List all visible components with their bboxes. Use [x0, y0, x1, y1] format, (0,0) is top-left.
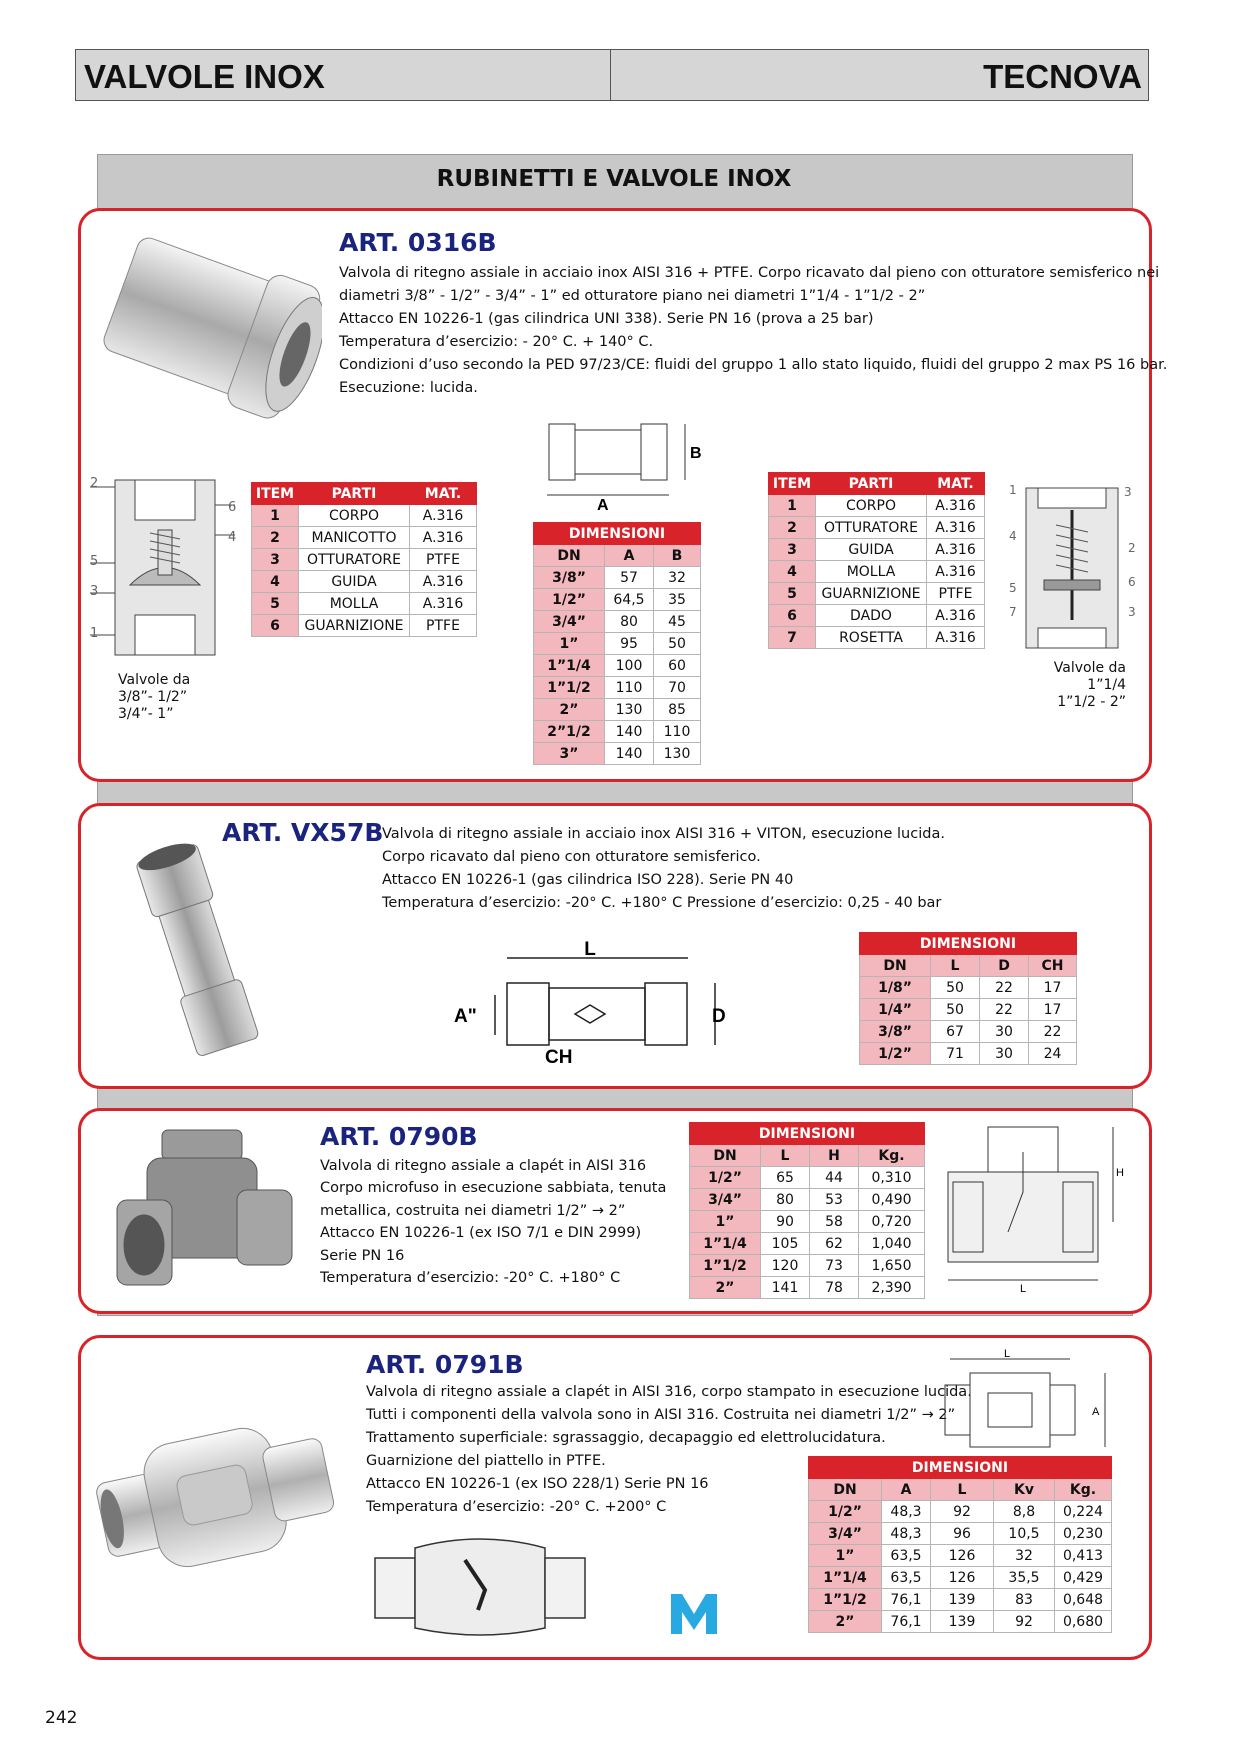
table-cell: OTTURATORE — [816, 517, 927, 539]
svg-text:1: 1 — [1009, 483, 1017, 497]
table-cell: 0,720 — [859, 1211, 925, 1233]
caption-line: 3/4”- 1” — [118, 706, 174, 722]
table-cell: 3/4” — [534, 611, 605, 633]
desc-line: Guarnizione del piattello in PTFE. — [366, 1453, 606, 1469]
col-header: Kg. — [859, 1145, 925, 1167]
table-cell: 3 — [252, 549, 299, 571]
table-cell: 85 — [654, 699, 701, 721]
col-header: DN — [809, 1479, 882, 1501]
table-cell: A.316 — [927, 605, 985, 627]
section-drawing-0790b — [938, 1122, 1128, 1297]
table-cell: 3 — [769, 539, 816, 561]
table-cell: 1” — [534, 633, 605, 655]
table-cell: 5 — [769, 583, 816, 605]
cross-section-drawing-small — [90, 475, 240, 660]
desc-line: Tutti i componenti della valvola sono in AISI 316. Costruita nei diametri 1/2” → 2” — [366, 1407, 956, 1423]
desc-line: Attacco EN 10226-1 (ex ISO 7/1 e DIN 2999) — [320, 1225, 642, 1242]
table-cell: A.316 — [927, 495, 985, 517]
article-0791b-title: ART. 0791B — [366, 1350, 524, 1379]
table-cell: 6 — [769, 605, 816, 627]
table-cell: 32 — [994, 1545, 1055, 1567]
table-cell: 1/2” — [690, 1167, 761, 1189]
caption-line: 1”1/2 - 2” — [1057, 694, 1126, 710]
table-row — [809, 1611, 1112, 1633]
table-cell: 1/8” — [860, 977, 931, 999]
table-row — [690, 1189, 925, 1211]
table-cell: GUARNIZIONE — [299, 615, 410, 637]
table-row — [534, 677, 701, 699]
table-cell: A.316 — [927, 627, 985, 649]
table-cell: 100 — [605, 655, 654, 677]
table-row — [690, 1255, 925, 1277]
table-row — [690, 1167, 925, 1189]
table-cell: A.316 — [410, 505, 477, 527]
table-title: DIMENSIONI — [860, 933, 1077, 955]
table-cell: GUIDA — [299, 571, 410, 593]
table-cell: 140 — [605, 721, 654, 743]
svg-text:6: 6 — [228, 500, 237, 515]
col-header: PARTI — [299, 483, 410, 505]
table-cell: 2” — [534, 699, 605, 721]
desc-line: Esecuzione: lucida. — [339, 380, 478, 396]
table-cell: 3/8” — [534, 567, 605, 589]
cross-section-drawing-large — [1004, 480, 1139, 655]
dimension-drawing-vx57b — [450, 935, 740, 1065]
desc-line: diametri 3/8” - 1/2” - 3/4” - 1” ed otturatore piano nei diametri 1”1/4 - 1”1/2 - 2” — [339, 288, 926, 304]
table-row — [690, 1211, 925, 1233]
header-category: VALVOLE INOX — [84, 58, 325, 95]
table-cell: 22 — [980, 977, 1029, 999]
table-cell: 48,3 — [882, 1523, 931, 1545]
table-cell: CORPO — [299, 505, 410, 527]
table-row — [809, 1567, 1112, 1589]
table-cell: 4 — [252, 571, 299, 593]
table-cell: 76,1 — [882, 1589, 931, 1611]
table-cell: 92 — [994, 1611, 1055, 1633]
table-cell: A.316 — [410, 571, 477, 593]
svg-text:5: 5 — [90, 554, 99, 569]
col-header: L — [761, 1145, 810, 1167]
product-photo-0791b — [90, 1405, 340, 1590]
parts-table-small — [251, 482, 477, 637]
table-cell: 0,310 — [859, 1167, 925, 1189]
article-0790b-description — [320, 1155, 666, 1289]
table-cell: 126 — [931, 1545, 994, 1567]
product-photo-0316b — [92, 218, 322, 448]
col-header: H — [810, 1145, 859, 1167]
table-cell: 17 — [1029, 977, 1077, 999]
table-cell: A.316 — [927, 517, 985, 539]
table-cell: 10,5 — [994, 1523, 1055, 1545]
caption-small-sizes — [118, 672, 190, 723]
table-cell: 1” — [809, 1545, 882, 1567]
dim-label-d: D — [712, 1006, 726, 1027]
table-cell: 63,5 — [882, 1567, 931, 1589]
dimensions-table-0791b — [808, 1456, 1112, 1633]
svg-text:1: 1 — [90, 626, 99, 641]
table-cell: 50 — [654, 633, 701, 655]
table-row — [769, 583, 985, 605]
table-row — [769, 605, 985, 627]
table-row — [534, 633, 701, 655]
svg-text:3: 3 — [1128, 605, 1136, 619]
table-cell: 90 — [761, 1211, 810, 1233]
table-cell: 70 — [654, 677, 701, 699]
table-cell: 3/4” — [809, 1523, 882, 1545]
product-photo-0790b — [112, 1120, 297, 1300]
table-cell: 50 — [931, 999, 980, 1021]
table-cell: 3/4” — [690, 1189, 761, 1211]
dim-label-b: B — [690, 445, 702, 462]
col-header: CH — [1029, 955, 1077, 977]
dim-label-a: A" — [454, 1006, 477, 1027]
table-cell: 78 — [810, 1277, 859, 1299]
table-row — [534, 721, 701, 743]
page-header — [75, 49, 1149, 101]
svg-text:2: 2 — [1128, 541, 1136, 555]
table-cell: 0,413 — [1055, 1545, 1112, 1567]
table-cell: 2 — [769, 517, 816, 539]
table-row — [769, 627, 985, 649]
table-cell: 83 — [994, 1589, 1055, 1611]
col-header: DN — [690, 1145, 761, 1167]
desc-line: Serie PN 16 — [320, 1247, 405, 1264]
table-cell: 1/2” — [860, 1043, 931, 1065]
table-cell: 110 — [605, 677, 654, 699]
table-cell: A.316 — [927, 561, 985, 583]
table-cell: 2” — [809, 1611, 882, 1633]
table-row — [690, 1277, 925, 1299]
caption-line: 3/8”- 1/2” — [118, 689, 188, 705]
table-row — [534, 655, 701, 677]
section-title: RUBINETTI E VALVOLE INOX — [436, 166, 792, 192]
desc-line: Attacco EN 10226-1 (gas cilindrica ISO 228). Serie PN 40 — [382, 872, 794, 888]
table-cell: 22 — [1029, 1021, 1077, 1043]
table-cell: 63,5 — [882, 1545, 931, 1567]
table-row — [534, 567, 701, 589]
table-row — [252, 505, 477, 527]
desc-line: Trattamento superficiale: sgrassaggio, decapaggio ed elettrolucidatura. — [366, 1430, 886, 1446]
dim-label-l: L — [1004, 1348, 1011, 1360]
col-header: L — [931, 1479, 994, 1501]
page-number: 242 — [45, 1708, 78, 1728]
dim-label-ch: CH — [545, 1047, 573, 1065]
table-title: DIMENSIONI — [534, 523, 701, 545]
table-cell: 3” — [534, 743, 605, 765]
col-header: MAT. — [410, 483, 477, 505]
table-row — [809, 1589, 1112, 1611]
table-cell: 48,3 — [882, 1501, 931, 1523]
table-row — [809, 1501, 1112, 1523]
table-row — [252, 549, 477, 571]
table-cell: 17 — [1029, 999, 1077, 1021]
col-header: DN — [860, 955, 931, 977]
table-cell: 1”1/4 — [690, 1233, 761, 1255]
table-cell: 1/4” — [860, 999, 931, 1021]
table-cell: 45 — [654, 611, 701, 633]
table-cell: A.316 — [410, 593, 477, 615]
table-cell: 71 — [931, 1043, 980, 1065]
col-header: DN — [534, 545, 605, 567]
table-cell: 30 — [980, 1021, 1029, 1043]
table-row — [860, 999, 1077, 1021]
col-header: D — [980, 955, 1029, 977]
table-cell: OTTURATORE — [299, 549, 410, 571]
col-header: L — [931, 955, 980, 977]
table-cell: 1 — [769, 495, 816, 517]
dim-label-l: L — [584, 939, 596, 960]
table-cell: 44 — [810, 1167, 859, 1189]
table-cell: 80 — [605, 611, 654, 633]
table-row — [809, 1523, 1112, 1545]
table-row — [252, 593, 477, 615]
table-cell: 1,040 — [859, 1233, 925, 1255]
dimension-drawing-0791b — [940, 1345, 1120, 1455]
table-cell: 2,390 — [859, 1277, 925, 1299]
article-0790b-title: ART. 0790B — [320, 1122, 478, 1151]
desc-line: Condizioni d’uso secondo la PED 97/23/CE: fluidi del gruppo 1 allo stato liquido, fluidi del gruppo 2 max PS 16 bar. — [339, 357, 1168, 373]
table-cell: 95 — [605, 633, 654, 655]
table-cell: 120 — [761, 1255, 810, 1277]
table-cell: PTFE — [410, 549, 477, 571]
desc-line: Valvola di ritegno assiale a clapét in AISI 316 — [320, 1158, 647, 1174]
table-cell: A.316 — [410, 527, 477, 549]
table-cell: 0,490 — [859, 1189, 925, 1211]
table-title: DIMENSIONI — [809, 1457, 1112, 1479]
table-cell: 76,1 — [882, 1611, 931, 1633]
table-row — [860, 1043, 1077, 1065]
col-header: ITEM — [252, 483, 299, 505]
table-row — [690, 1233, 925, 1255]
table-row — [252, 615, 477, 637]
table-cell: GUARNIZIONE — [816, 583, 927, 605]
table-cell: 65 — [761, 1167, 810, 1189]
table-cell: 139 — [931, 1611, 994, 1633]
table-cell: 3/8” — [860, 1021, 931, 1043]
dim-label-a: A — [1092, 1406, 1100, 1418]
caption-line: 1”1/4 — [1087, 677, 1126, 693]
table-row — [252, 527, 477, 549]
desc-line: Temperatura d’esercizio: -20° C. +180° C — [320, 1270, 621, 1287]
table-cell: 1,650 — [859, 1255, 925, 1277]
table-cell: 1”1/2 — [690, 1255, 761, 1277]
table-cell: PTFE — [927, 583, 985, 605]
desc-line: Valvola di ritegno assiale a clapét in AISI 316, corpo stampato in esecuzione lucida. — [366, 1384, 972, 1400]
product-photo-vx57b — [118, 840, 278, 1065]
table-row — [769, 517, 985, 539]
table-row — [534, 611, 701, 633]
dim-label-h: H — [1116, 1167, 1124, 1179]
col-header: MAT. — [927, 473, 985, 495]
dimensions-table-vx57b — [859, 932, 1077, 1065]
section-drawing-0791b — [370, 1530, 600, 1642]
brand-logo-m — [668, 1588, 720, 1636]
desc-line: Attacco EN 10226-1 (gas cilindrica UNI 338). Serie PN 16 (prova a 25 bar) — [339, 311, 874, 327]
table-cell: 2” — [690, 1277, 761, 1299]
table-cell: 58 — [810, 1211, 859, 1233]
col-header: B — [654, 545, 701, 567]
desc-line: Corpo microfuso in esecuzione sabbiata, tenuta — [320, 1180, 667, 1197]
table-cell: ROSETTA — [816, 627, 927, 649]
table-row — [769, 539, 985, 561]
table-cell: 22 — [980, 999, 1029, 1021]
table-cell: 64,5 — [605, 589, 654, 611]
table-cell: 7 — [769, 627, 816, 649]
table-cell: 0,429 — [1055, 1567, 1112, 1589]
table-cell: 96 — [931, 1523, 994, 1545]
desc-line: Valvola di ritegno assiale in acciaio inox AISI 316 + PTFE. Corpo ricavato dal pieno con otturatore semisferico nei — [339, 265, 1160, 281]
dimensions-table-0790b — [689, 1122, 925, 1299]
svg-text:2: 2 — [90, 476, 99, 491]
table-cell: 1”1/4 — [809, 1567, 882, 1589]
table-cell: 1/2” — [809, 1501, 882, 1523]
table-row — [860, 977, 1077, 999]
table-cell: GUIDA — [816, 539, 927, 561]
article-0316b-description — [339, 262, 1167, 400]
col-header: PARTI — [816, 473, 927, 495]
table-cell: 2”1/2 — [534, 721, 605, 743]
table-cell: 140 — [605, 743, 654, 765]
svg-text:6: 6 — [1128, 575, 1136, 589]
desc-line: Valvola di ritegno assiale in acciaio inox AISI 316 + VITON, esecuzione lucida. — [382, 826, 945, 842]
table-cell: 62 — [810, 1233, 859, 1255]
col-header: A — [605, 545, 654, 567]
caption-line: Valvole da — [118, 672, 191, 688]
desc-line: Temperatura d’esercizio: - 20° C. + 140° C. — [339, 334, 654, 350]
table-cell: 1 — [252, 505, 299, 527]
table-row — [534, 699, 701, 721]
table-cell: 1”1/2 — [534, 677, 605, 699]
parts-table-large — [768, 472, 985, 649]
desc-line: Attacco EN 10226-1 (ex ISO 228/1) Serie PN 16 — [366, 1476, 709, 1492]
table-cell: A.316 — [927, 539, 985, 561]
table-cell: 105 — [761, 1233, 810, 1255]
caption-line: Valvole da — [1053, 660, 1126, 676]
table-cell: 35,5 — [994, 1567, 1055, 1589]
table-cell: 1” — [690, 1211, 761, 1233]
table-row — [769, 561, 985, 583]
table-cell: 60 — [654, 655, 701, 677]
table-cell: 126 — [931, 1567, 994, 1589]
table-cell: 73 — [810, 1255, 859, 1277]
dimension-drawing-0316b — [535, 420, 710, 510]
dimensions-table-0316b — [533, 522, 701, 765]
table-cell: 4 — [769, 561, 816, 583]
table-cell: 130 — [654, 743, 701, 765]
table-row — [252, 571, 477, 593]
table-cell: MOLLA — [816, 561, 927, 583]
col-header: A — [882, 1479, 931, 1501]
table-title: DIMENSIONI — [690, 1123, 925, 1145]
table-row — [534, 743, 701, 765]
desc-line: Temperatura d’esercizio: -20° C. +180° C Pressione d’esercizio: 0,25 - 40 bar — [382, 895, 942, 911]
table-cell: 130 — [605, 699, 654, 721]
table-cell: 110 — [654, 721, 701, 743]
table-row — [769, 495, 985, 517]
table-cell: 8,8 — [994, 1501, 1055, 1523]
header-brand: TECNOVA — [983, 58, 1142, 95]
svg-text:7: 7 — [1009, 605, 1017, 619]
table-cell: 30 — [980, 1043, 1029, 1065]
svg-text:3: 3 — [1124, 485, 1132, 499]
table-cell: 0,230 — [1055, 1523, 1112, 1545]
table-row — [809, 1545, 1112, 1567]
table-cell: 1”1/2 — [809, 1589, 882, 1611]
table-cell: 35 — [654, 589, 701, 611]
table-cell: CORPO — [816, 495, 927, 517]
desc-line: Temperatura d’esercizio: -20° C. +200° C — [366, 1499, 667, 1515]
table-cell: 139 — [931, 1589, 994, 1611]
table-cell: 0,224 — [1055, 1501, 1112, 1523]
table-cell: 5 — [252, 593, 299, 615]
table-cell: 2 — [252, 527, 299, 549]
table-cell: 6 — [252, 615, 299, 637]
table-cell: 141 — [761, 1277, 810, 1299]
dim-label-a: A — [597, 497, 609, 510]
svg-text:4: 4 — [1009, 529, 1017, 543]
table-cell: 0,648 — [1055, 1589, 1112, 1611]
dim-label-l: L — [1020, 1283, 1027, 1295]
svg-text:5: 5 — [1009, 581, 1017, 595]
table-cell: 57 — [605, 567, 654, 589]
table-cell: 92 — [931, 1501, 994, 1523]
article-vx57b-title: ART. VX57B — [222, 818, 384, 847]
article-vx57b-description — [382, 823, 945, 915]
table-row — [534, 589, 701, 611]
table-cell: 1”1/4 — [534, 655, 605, 677]
desc-line: Corpo ricavato dal pieno con otturatore semisferico. — [382, 849, 761, 865]
col-header: ITEM — [769, 473, 816, 495]
table-cell: 24 — [1029, 1043, 1077, 1065]
desc-line: metallica, costruita nei diametri 1/2” → 2” — [320, 1202, 626, 1219]
table-cell: MOLLA — [299, 593, 410, 615]
table-cell: 1/2” — [534, 589, 605, 611]
svg-text:3: 3 — [90, 584, 99, 599]
table-cell: PTFE — [410, 615, 477, 637]
table-cell: DADO — [816, 605, 927, 627]
table-cell: 0,680 — [1055, 1611, 1112, 1633]
table-cell: 67 — [931, 1021, 980, 1043]
table-cell: 50 — [931, 977, 980, 999]
table-cell: MANICOTTO — [299, 527, 410, 549]
table-cell: 53 — [810, 1189, 859, 1211]
svg-text:4: 4 — [228, 530, 237, 545]
table-cell: 32 — [654, 567, 701, 589]
caption-large-sizes — [1040, 660, 1126, 711]
col-header: Kg. — [1055, 1479, 1112, 1501]
article-0316b-title: ART. 0316B — [339, 228, 497, 257]
col-header: Kv — [994, 1479, 1055, 1501]
table-row — [860, 1021, 1077, 1043]
table-cell: 80 — [761, 1189, 810, 1211]
